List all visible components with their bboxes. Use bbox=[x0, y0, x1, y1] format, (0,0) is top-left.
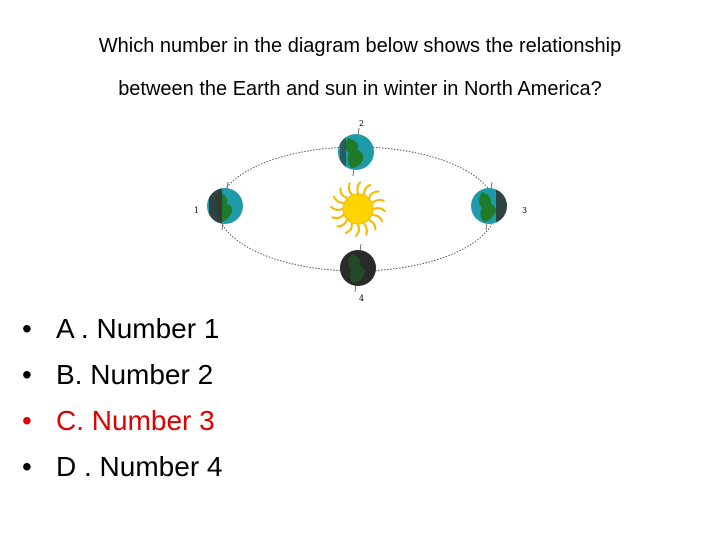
sun-ray bbox=[373, 200, 384, 203]
sun-ray bbox=[364, 185, 370, 194]
sun-ray bbox=[349, 183, 352, 194]
sun-ray bbox=[331, 207, 342, 210]
sun-ray bbox=[337, 220, 346, 226]
earth-position-3 bbox=[471, 182, 509, 230]
earth-orbit-diagram bbox=[192, 118, 528, 304]
sun-ray bbox=[369, 220, 375, 229]
sun-ray bbox=[364, 224, 367, 235]
answer-list bbox=[22, 306, 223, 490]
answer-text-c: C. Number 3 bbox=[56, 405, 215, 436]
position-label-4: 4 bbox=[359, 294, 365, 303]
answer-option-c[interactable] bbox=[22, 398, 223, 444]
sun-ray bbox=[357, 182, 360, 193]
answer-option-d[interactable] bbox=[22, 444, 223, 490]
bullet-icon: • bbox=[22, 451, 32, 482]
sun-ray bbox=[369, 191, 378, 197]
bullet-icon: • bbox=[22, 405, 32, 436]
earth-position-1 bbox=[207, 182, 243, 230]
bullet-icon: • bbox=[22, 313, 32, 344]
question-line-2: between the Earth and sun in winter in North America? bbox=[118, 78, 602, 100]
sun-ray bbox=[334, 197, 343, 203]
answer-option-a[interactable] bbox=[22, 306, 223, 352]
sun-ray bbox=[374, 208, 385, 211]
question-line-1: Which number in the diagram below shows the relationship bbox=[98, 35, 622, 57]
position-label-3: 3 bbox=[522, 206, 528, 215]
answer-text-a: A . Number 1 bbox=[56, 313, 220, 344]
answer-text-b: B. Number 2 bbox=[56, 359, 214, 390]
answer-text-d: D . Number 4 bbox=[56, 451, 223, 482]
sun-icon bbox=[331, 182, 385, 236]
sun-ray bbox=[340, 188, 346, 197]
bullet-icon: • bbox=[22, 359, 32, 390]
position-label-2: 2 bbox=[359, 119, 365, 128]
position-label-1: 1 bbox=[194, 206, 200, 215]
sun-ray bbox=[332, 215, 343, 218]
earth-position-2 bbox=[338, 128, 374, 176]
answer-option-b[interactable] bbox=[22, 352, 223, 398]
earth-position-4 bbox=[340, 244, 376, 292]
sun-ray bbox=[373, 215, 382, 221]
sun-ray bbox=[346, 224, 352, 233]
sun-ray bbox=[356, 225, 359, 236]
